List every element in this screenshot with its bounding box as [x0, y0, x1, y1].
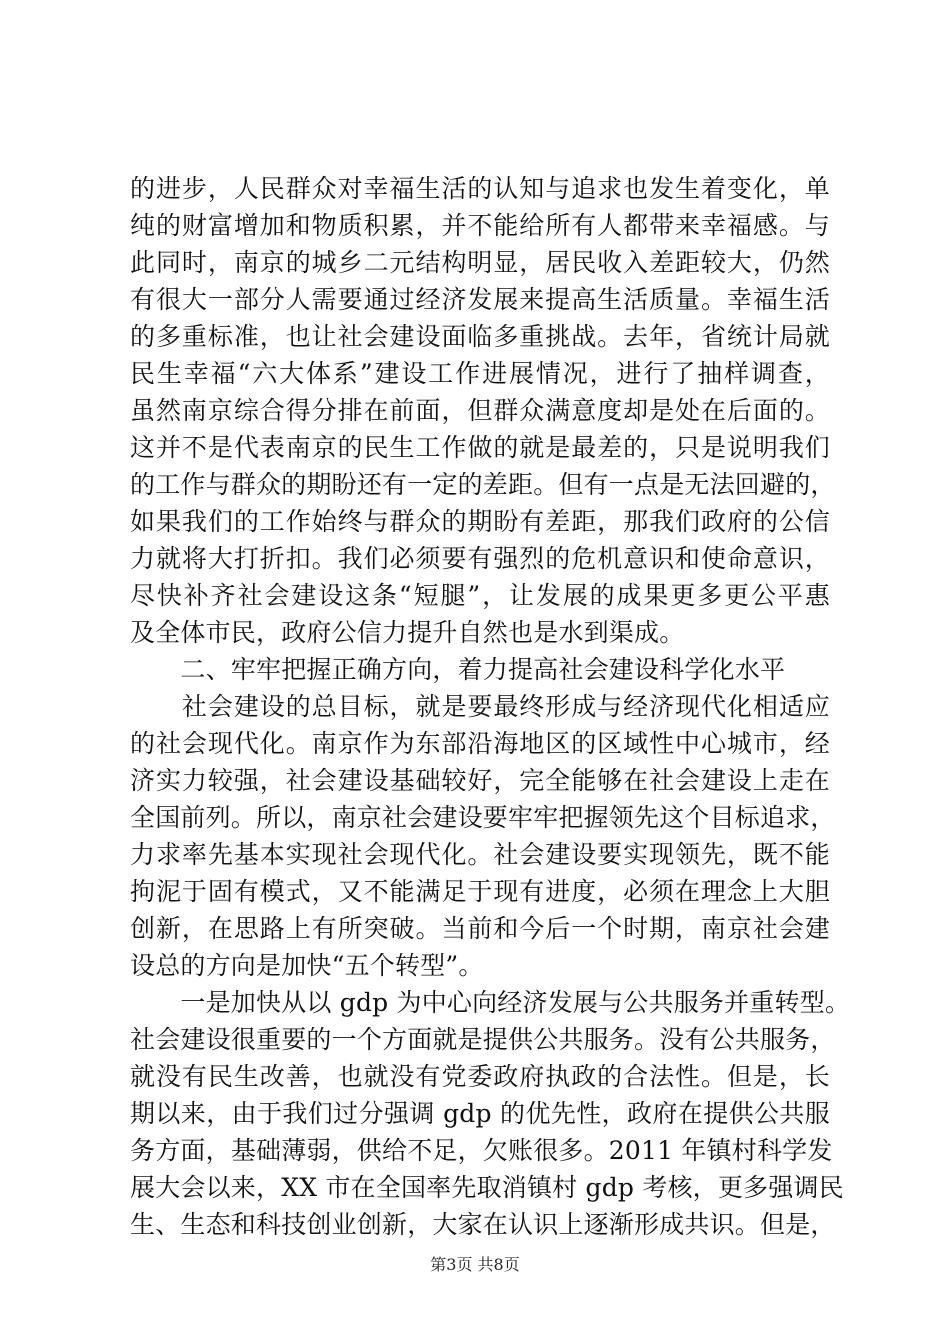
text-line: 的社会现代化。南京作为东部沿海地区的区域性中心城市，经	[130, 729, 830, 758]
text-line: 此同时，南京的城乡二元结构明显，居民收入差距较大，仍然	[130, 248, 830, 277]
section-heading: 二、牢牢把握正确方向，着力提高社会建设科学化水平	[130, 655, 786, 684]
text-line: 有很大一部分人需要通过经济发展来提高生活质量。幸福生活	[130, 285, 830, 314]
text-line: 纯的财富增加和物质积累，并不能给所有人都带来幸福感。与	[130, 211, 830, 240]
text-line: 力就将大打折扣。我们必须要有强烈的危机意识和使命意识，	[130, 544, 830, 573]
text-line: 全国前列。所以，南京社会建设要牢牢把握领先这个目标追求，	[130, 803, 836, 832]
text-line: 的工作与群众的期盼还有一定的差距。但有一点是无法回避的，	[130, 470, 836, 499]
text-line: 尽快补齐社会建设这条“短腿”，让发展的成果更多更公平惠	[130, 581, 830, 610]
text-line: 如果我们的工作始终与群众的期盼有差距，那我们政府的公信	[130, 507, 830, 536]
text-line: 期以来，由于我们过分强调 gdp 的优先性，政府在提供公共服	[130, 1099, 830, 1128]
text-line: 创新，在思路上有所突破。当前和今后一个时期，南京社会建	[130, 914, 830, 943]
text-line: 务方面，基础薄弱，供给不足，欠账很多。2011 年镇村科学发	[130, 1136, 833, 1165]
text-line: 设总的方向是加快“五个转型”。	[130, 951, 484, 980]
text-line: 虽然南京综合得分排在前面，但群众满意度却是处在后面的。	[130, 396, 830, 425]
text-line: 社会建设很重要的一个方面就是提供公共服务。没有公共服务，	[130, 1025, 836, 1054]
text-line: 一是加快从以 gdp 为中心向经济发展与公共服务并重转型。	[130, 988, 851, 1017]
text-line: 的多重标准，也让社会建设面临多重挑战。去年，省统计局就	[130, 322, 830, 351]
text-line: 的进步，人民群众对幸福生活的认知与追求也发生着变化，单	[130, 174, 830, 203]
text-line: 这并不是代表南京的民生工作做的就是最差的，只是说明我们	[130, 433, 830, 462]
text-line: 及全体市民，政府公信力提升自然也是水到渠成。	[130, 618, 685, 647]
text-line: 生、生态和科技创业创新，大家在认识上逐渐形成共识。但是，	[130, 1210, 836, 1239]
text-line: 力求率先基本实现社会现代化。社会建设要实现领先，既不能	[130, 840, 830, 869]
text-line: 民生幸福“六大体系”建设工作进展情况，进行了抽样调查，	[130, 359, 830, 388]
text-line: 就没有民生改善，也就没有党委政府执政的合法性。但是，长	[130, 1062, 830, 1091]
text-line: 拘泥于固有模式，又不能满足于现有进度，必须在理念上大胆	[130, 877, 830, 906]
text-line: 济实力较强，社会建设基础较好，完全能够在社会建设上走在	[130, 766, 830, 795]
text-line: 社会建设的总目标，就是要最终形成与经济现代化相适应	[130, 692, 830, 721]
page-footer: 第3页 共8页	[430, 1255, 520, 1274]
text-line: 展大会以来，XX 市在全国率先取消镇村 gdp 考核，更多强调民	[130, 1173, 844, 1202]
